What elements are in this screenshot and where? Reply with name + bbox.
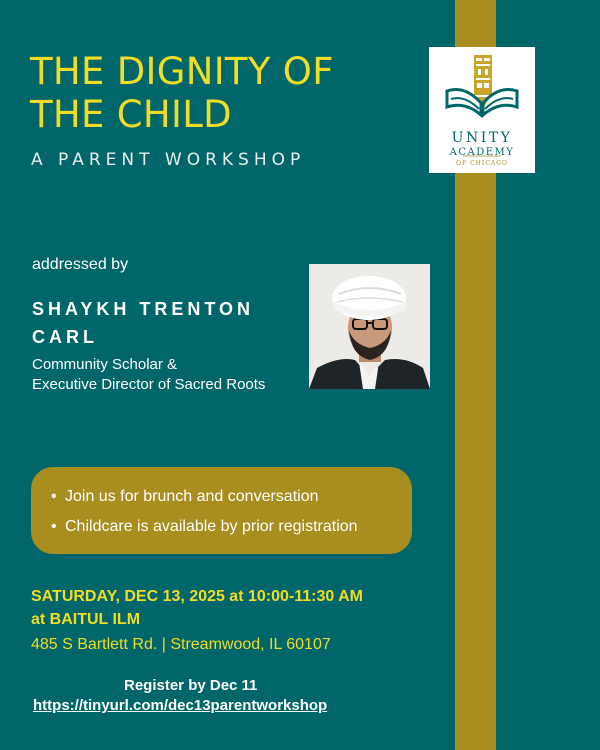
event-venue: at BAITUL ILM [31,611,141,628]
speaker-role-line-2: Executive Director of Sacred Roots [32,376,266,393]
unity-academy-logo [429,47,535,173]
speaker-name: SHAYKH TRENTON CARL [32,299,255,347]
list-item [51,512,412,542]
bullet-icon: • [51,488,57,505]
logo-name-unity: UNITY [451,130,513,146]
highlight-text: Childcare is available by prior registration [65,518,358,535]
flyer-subtitle: A PARENT WORKSHOP [31,150,306,170]
highlight-text: Join us for brunch and conversation [65,488,319,505]
logo-name-of-chicago: OF CHICAGO [456,160,508,167]
bullet-icon: • [51,518,57,535]
flyer-title [30,50,334,136]
title-line-2: THE CHILD [30,93,232,136]
logo-name-academy: ACADEMY [449,147,515,158]
speaker-role-line-1: Community Scholar & [32,356,178,373]
addressed-by-label: addressed by [32,256,129,273]
event-datetime: SATURDAY, DEC 13, 2025 at 10:00-11:30 AM [31,588,363,605]
registration-link[interactable]: https://tinyurl.com/dec13parentworkshop [33,697,328,714]
speaker-portrait [309,264,430,389]
list-item [51,482,412,512]
speaker-role [32,355,265,395]
highlights-box [31,467,412,554]
title-line-1: THE DIGNITY OF [30,50,334,93]
speaker-photo [309,264,430,389]
event-address: 485 S Bartlett Rd. | Streamwood, IL 60107 [31,636,331,653]
registration-deadline: Register by Dec 11 [124,677,258,694]
